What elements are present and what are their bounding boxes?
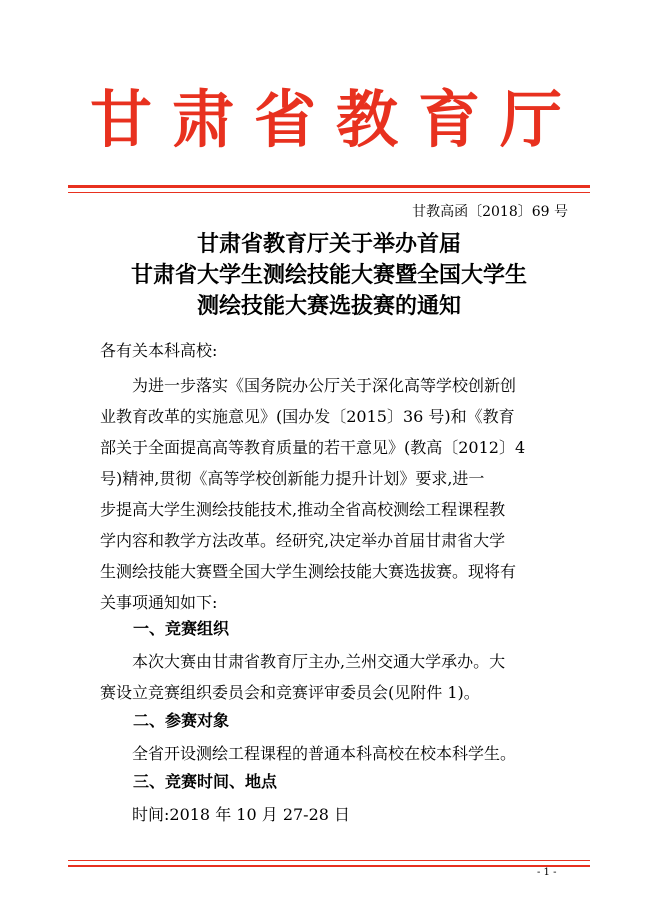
paragraph-line: 本次大赛由甘肃省教育厅主办,兰州交通大学承办。大 xyxy=(132,652,506,671)
paragraph-line: 生测绘技能大赛暨全国大学生测绘技能大赛选拔赛。现将有 xyxy=(100,562,517,581)
paragraph-line: 关事项通知如下: xyxy=(100,593,218,612)
paragraph-line: 时间:2018 年 10 月 27-28 日 xyxy=(132,805,351,824)
section-organization-text xyxy=(100,646,505,708)
title-line: 甘肃省教育厅关于举办首届 xyxy=(196,231,461,257)
intro-paragraph xyxy=(100,370,568,618)
masthead-rule-thick xyxy=(68,185,590,188)
paragraph-line: 业教育改革的实施意见》(国办发〔2015〕36 号)和《教育 xyxy=(100,407,515,426)
agency-masthead: 甘肃省教育厅 xyxy=(89,83,582,156)
masthead-rule-thin xyxy=(68,192,590,193)
paragraph-line: 全省开设测绘工程课程的普通本科高校在校本科学生。 xyxy=(132,744,517,763)
document-title xyxy=(0,229,658,322)
page-number: - 1 - xyxy=(537,867,557,878)
section-participants-text xyxy=(100,738,516,769)
paragraph-line: 学内容和教学方法改革。经研究,决定举办首届甘肃省大学 xyxy=(100,531,506,550)
section-heading-organization: 一、竞赛组织 xyxy=(133,619,230,638)
footer-rule-thick xyxy=(68,865,590,867)
paragraph-line: 步提高大学生测绘技能技术,推动全省高校测绘工程课程教 xyxy=(100,500,506,519)
paragraph-line: 号)精神,贯彻《高等学校创新能力提升计划》要求,进一 xyxy=(100,469,485,488)
salutation: 各有关本科高校: xyxy=(100,341,218,360)
document-number: 甘教高函〔2018〕69 号 xyxy=(412,204,568,220)
paragraph-line: 为进一步落实《国务院办公厅关于深化高等学校创新创 xyxy=(132,376,517,395)
section-time-place-text xyxy=(100,799,350,830)
title-line: 测绘技能大赛选拔赛的通知 xyxy=(196,293,461,319)
paragraph-line: 赛设立竞赛组织委员会和竞赛评审委员会(见附件 1)。 xyxy=(100,683,480,702)
footer-rule-thin xyxy=(68,860,590,861)
paragraph-line: 部关于全面提高高等教育质量的若干意见》(教高〔2012〕4 xyxy=(100,438,526,457)
title-line: 甘肃省大学生测绘技能大赛暨全国大学生 xyxy=(130,262,527,288)
section-heading-participants: 二、参赛对象 xyxy=(133,711,230,730)
section-heading-time-place: 三、竞赛时间、地点 xyxy=(133,772,278,791)
